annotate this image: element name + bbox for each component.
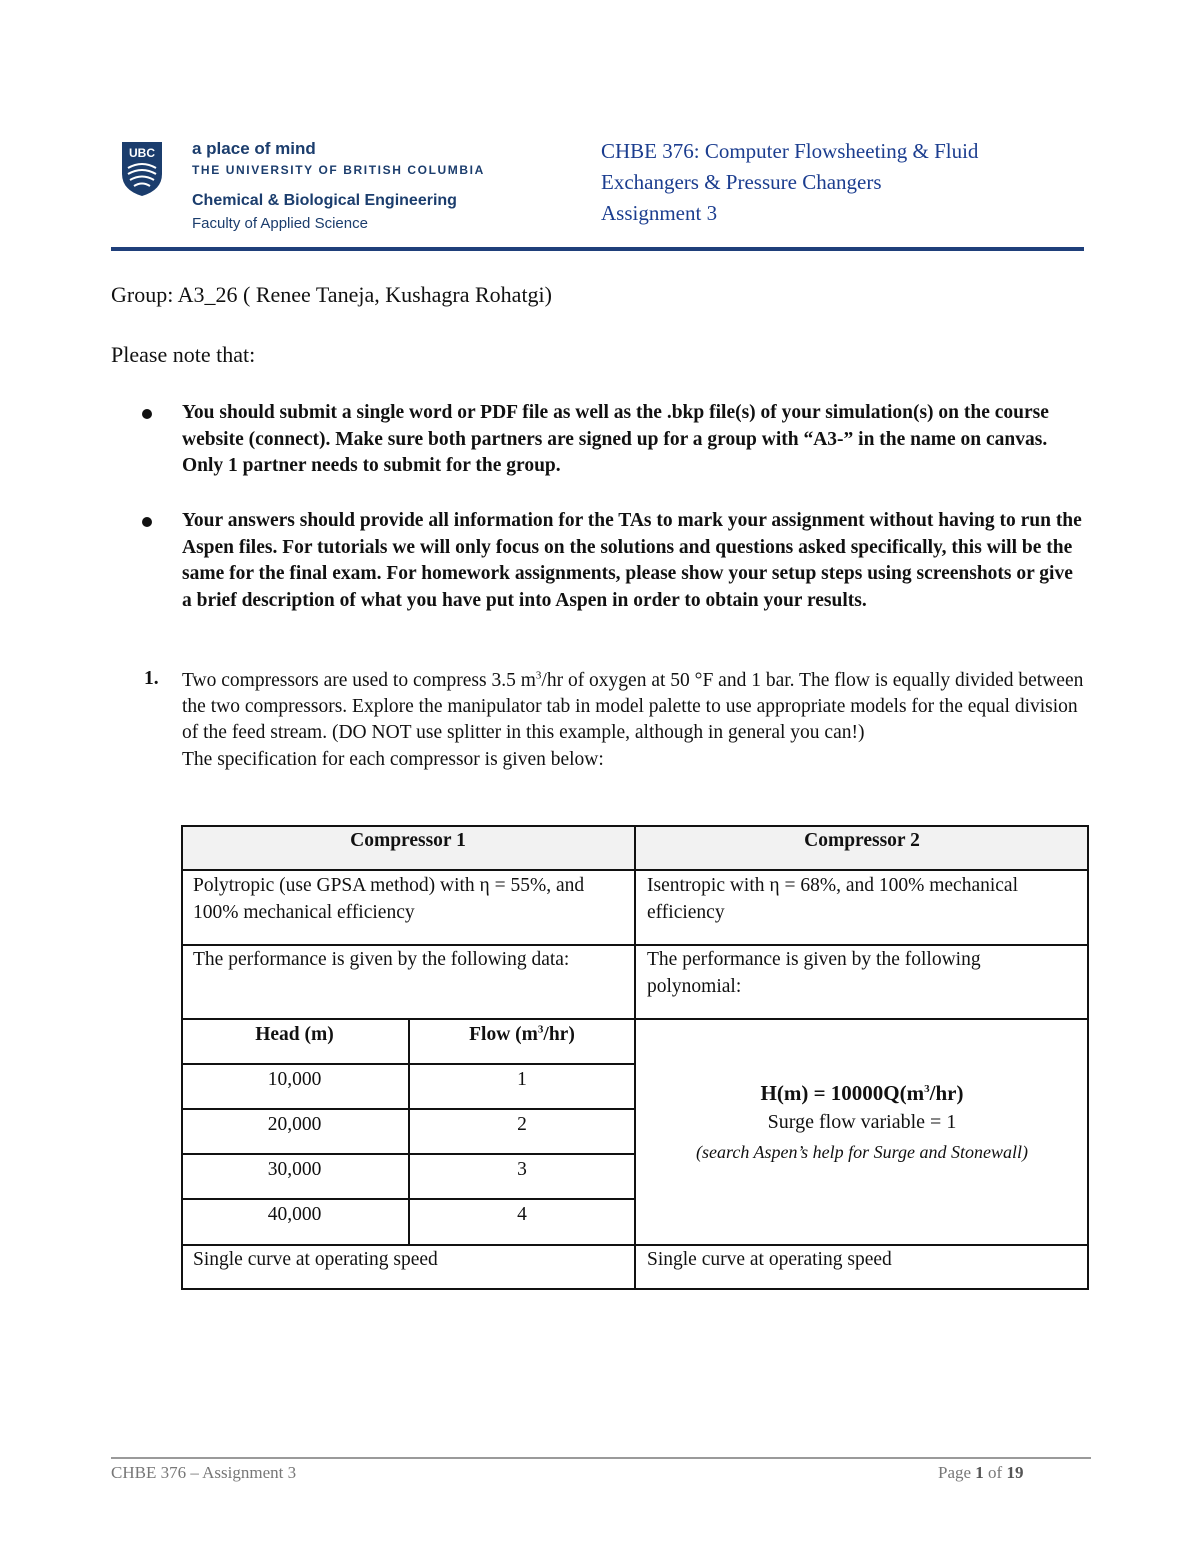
footer-of-word: of — [988, 1463, 1003, 1482]
header-compressor-1: Compressor 1 — [350, 830, 466, 851]
compressor-1-efficiency: Polytropic (use GPSA method) with η = 55%, and 100% mechanical efficiency — [193, 875, 585, 923]
logo-faculty: Faculty of Applied Science — [192, 215, 368, 232]
course-line-1: CHBE 376: Computer Flowsheeting & Fluid — [601, 139, 979, 163]
inner-row-divider — [181, 1108, 635, 1110]
inner-flow-cell: 3 — [517, 1159, 527, 1180]
compressor-spec-table — [181, 825, 1089, 1290]
inner-header-head: Head (m) — [255, 1024, 334, 1045]
row-divider — [181, 869, 1089, 871]
bullet-dot-icon — [142, 409, 152, 419]
inner-flow-label: Flow (m — [469, 1024, 538, 1045]
inner-row-divider — [181, 1198, 635, 1200]
assignment-label: Assignment 3 — [601, 201, 718, 225]
footer-page-current: 1 — [975, 1463, 984, 1482]
footer-divider — [111, 1457, 1091, 1459]
course-title — [601, 136, 1071, 229]
question-text — [182, 668, 1092, 773]
inner-flow-sup: 3 — [537, 1023, 544, 1036]
bullet-item-2: Your answers should provide all information for the TAs to mark your assignment without having to run the Aspen files. For tutorials we will only focus on the solutions and questions asked specifically, this will be the same for the final exam. For homework assignments, please show your setup steps using screenshots or give a brief description of what you have put into Aspen in order to obtain your results. — [182, 510, 1082, 612]
footer-page-word: Page — [938, 1463, 972, 1482]
footer-page-number — [938, 1463, 1023, 1483]
compressor-1-performance-intro: The performance is given by the following data: — [193, 949, 570, 970]
inner-flow-tail: /hr) — [543, 1024, 575, 1045]
inner-row-divider — [181, 1153, 635, 1155]
compressor-2-efficiency: Isentropic with η = 68%, and 100% mechanical efficiency — [647, 875, 1019, 923]
bullet-dot-icon — [142, 517, 152, 527]
question-text-a: Two compressors are used to compress 3.5 m — [182, 670, 536, 691]
header-divider — [111, 247, 1084, 251]
question-text-b: /hr of oxygen at 50 °F and 1 bar. The flow is equally divided between the two compressors. Explore the manipulator tab in model palette to use appropriate models for the equal division of the feed stream. (DO NOT use splitter in this example, although in general you can!) — [182, 670, 1084, 744]
group-line: Group: A3_26 ( Renee Taneja, Kushagra Rohatgi) — [111, 282, 552, 307]
aspen-help-note: (search Aspen’s help for Surge and Stonewall) — [696, 1142, 1028, 1162]
poly-eq-sup: 3 — [924, 1083, 930, 1095]
inner-head-cell: 20,000 — [267, 1114, 322, 1135]
ubc-crest-icon — [120, 140, 164, 198]
inner-flow-cell: 2 — [517, 1114, 527, 1135]
note-heading: Please note that: — [111, 342, 256, 367]
poly-eq-start: H(m) = 10000Q(m — [760, 1081, 925, 1105]
compressor-1-curve: Single curve at operating speed — [193, 1249, 438, 1270]
inner-row-divider — [181, 1063, 635, 1065]
inner-head-cell: 40,000 — [267, 1204, 322, 1225]
poly-eq-end: /hr) — [929, 1081, 964, 1105]
polynomial-equation — [635, 1080, 1089, 1107]
ubc-logo — [120, 138, 500, 238]
footer-course: CHBE 376 – Assignment 3 — [111, 1463, 297, 1482]
inner-flow-cell: 1 — [517, 1069, 527, 1090]
header-compressor-2: Compressor 2 — [804, 830, 920, 851]
row-divider — [181, 1018, 1089, 1020]
inner-head-cell: 10,000 — [267, 1069, 322, 1090]
question-number: 1. — [144, 668, 159, 689]
logo-tagline: a place of mind — [192, 139, 316, 158]
inner-flow-cell: 4 — [517, 1204, 527, 1225]
surge-flow-variable: Surge flow variable = 1 — [767, 1111, 957, 1133]
crest-badge-text: UBC — [129, 146, 155, 160]
footer-page-total: 19 — [1006, 1463, 1024, 1482]
compressor-2-performance-intro: The performance is given by the following polynomial: — [647, 949, 981, 997]
bullet-item-1: You should submit a single word or PDF file as well as the .bkp file(s) of your simulation(s) on the course website (connect). Make sure both partners are signed up for a group with “A3-” in the name on canvas. Only 1 partner needs to submit for the group. — [182, 402, 1049, 477]
course-line-2: Exchangers & Pressure Changers — [601, 170, 882, 194]
compressor-2-curve: Single curve at operating speed — [647, 1249, 892, 1270]
table-border-right — [1087, 825, 1089, 1290]
inner-header-flow — [409, 1021, 635, 1048]
inner-head-cell: 30,000 — [267, 1159, 322, 1180]
question-spec-line: The specification for each compressor is given below: — [182, 748, 604, 770]
logo-department: Chemical & Biological Engineering — [192, 192, 457, 209]
question-text-sup: 3 — [535, 669, 542, 682]
logo-university: THE UNIVERSITY OF BRITISH COLUMBIA — [192, 163, 485, 177]
